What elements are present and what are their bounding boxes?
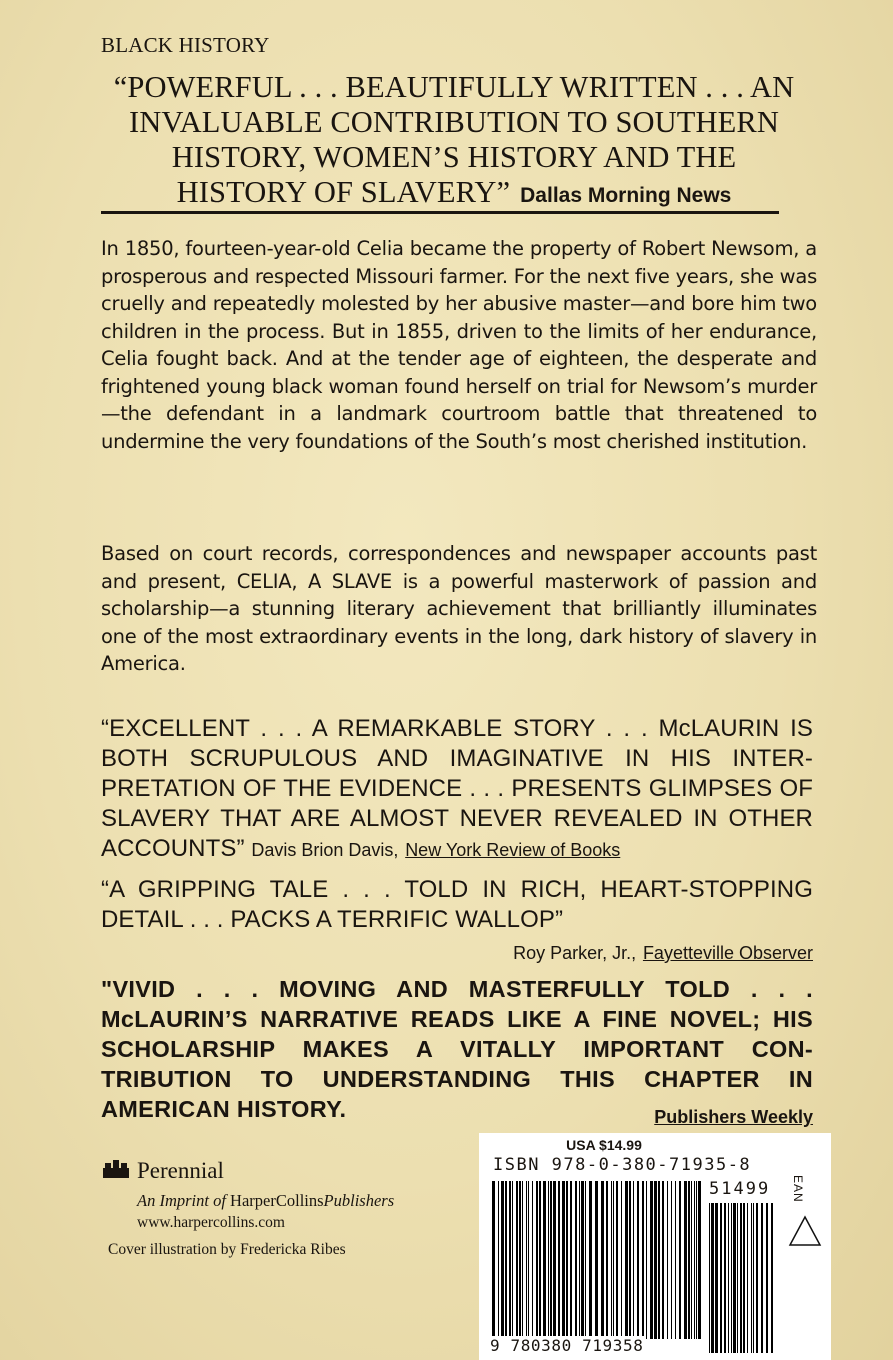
harpercollins-logo-icon	[103, 1160, 129, 1178]
barcode-bar	[575, 1181, 577, 1339]
barcode-bar	[667, 1181, 668, 1339]
barcode-bar	[658, 1181, 660, 1339]
lead-quote-line: “POWERFUL . . . BEAUTIFULLY WRITTEN . . . AN	[113, 70, 795, 104]
barcode-bar	[679, 1181, 681, 1339]
barcode-bar	[756, 1203, 758, 1353]
barcode-bar	[771, 1203, 773, 1353]
barcode-bar	[633, 1181, 634, 1339]
review-quote-text: “EXCELLENT . . . A REMARKABLE STORY . . . McLAURIN IS BOTH SCRUPULOUS AND IMAGINATIVE IN HIS INTER-PRETATION OF THE EVIDENCE . . . PRESENTS GLIMPSES OF SLAVERY THAT ARE ALMOST NEVER REVEALED IN OTHER ACCOUNTS”	[101, 715, 813, 862]
publisher-website: www.harpercollins.com	[137, 1214, 285, 1231]
isbn-number: ISBN 978-0-380-71935-8	[493, 1155, 752, 1175]
barcode-bar	[662, 1181, 664, 1339]
barcode-bar	[731, 1203, 732, 1353]
barcode-bar	[532, 1181, 533, 1339]
price-code-digits: 51499	[709, 1179, 771, 1199]
barcode-bar	[696, 1181, 697, 1339]
barcode-bar	[570, 1181, 572, 1339]
imprint-prefix: An Imprint of	[137, 1191, 231, 1210]
review-quote-text: “A GRIPPING TALE . . . TOLD IN RICH, HEART-STOPPING DETAIL . . . PACKS A TERRIFIC WALLOP”	[101, 876, 813, 933]
description-paragraph-2: Based on court records, correspondences and newspaper accounts past and present, CELIA, A SLAVE is a powerful masterwork of passion and scholarship—a stunning literary achievement that brilliantly illuminates one of the most extraordinary events in the long, dark history of slavery in America.	[101, 542, 817, 675]
barcode-bar	[528, 1181, 529, 1339]
barcode-bar	[566, 1181, 568, 1339]
barcode-bar	[751, 1203, 752, 1353]
barcode-bar	[498, 1181, 499, 1339]
barcode-bar	[581, 1181, 584, 1339]
barcode-bar	[509, 1181, 511, 1339]
barcode-bar	[761, 1203, 763, 1353]
barcode-bar	[589, 1181, 592, 1339]
barcode-bar	[621, 1181, 622, 1339]
barcode-bar	[740, 1203, 742, 1353]
review-quote-nyrb	[101, 714, 813, 865]
barcode-panel	[479, 1133, 831, 1360]
barcode-bar	[553, 1181, 556, 1339]
divider-rule	[101, 211, 779, 214]
imprint-name: HarperCollins	[230, 1191, 324, 1210]
lead-quote-last-line	[104, 175, 804, 213]
description-paragraph-1: In 1850, fourteen-year-old Celia became the property of Robert Newsom, a prosperous and respected Missouri farmer. For the next five years, she was cruelly and repeatedly molested by her abusive master—and bore him two children in the process. But in 1855, driven to the limits of her endurance, Celia fought back. And at the tender age of eighteen, the desperate and frightened young black woman found herself on trial for Newsom’s murder—the defendant in a landmark courtroom battle that threatened to undermine the very foundations of the South’s most cherished institution.	[101, 237, 817, 453]
ean-label: EAN	[791, 1175, 805, 1203]
barcode-bar	[505, 1181, 507, 1339]
review-quote-fayetteville	[101, 875, 813, 968]
review-author: Davis Brion Davis,	[251, 840, 399, 860]
review-publication: Publishers Weekly	[654, 1107, 813, 1127]
barcode-bar	[737, 1203, 738, 1353]
cover-credit: Cover illustration by Fredericka Ribes	[108, 1241, 346, 1258]
review-publication: Fayetteville Observer	[642, 943, 813, 963]
review-quote-text: "VIVID . . . MOVING AND MASTERFULLY TOLD . . . McLAURIN’S NARRATIVE READS LIKE A FINE NOVEL; HIS SCHOLARSHIP MAKES A VITALLY IMPORTANT CON-TRIBUTION TO UNDERSTANDING THIS CHAPTER IN AMERICAN HISTORY.	[101, 976, 813, 1122]
barcode-bar	[613, 1181, 614, 1339]
publisher-name: Perennial	[137, 1158, 224, 1183]
barcode-bar	[492, 1181, 495, 1339]
barcode-bar	[629, 1181, 631, 1339]
barcode-bar	[698, 1181, 701, 1339]
lead-quote-source: Dallas Morning News	[520, 184, 732, 207]
review-quote-publishers-weekly	[101, 974, 813, 1132]
lead-quote-line: INVALUABLE CONTRIBUTION TO SOUTHERN	[129, 105, 779, 139]
barcode-bar	[526, 1181, 527, 1339]
price-label: USA $14.99	[566, 1137, 642, 1153]
barcode-bar	[766, 1203, 768, 1353]
review-author: Roy Parker, Jr.,	[513, 943, 637, 963]
barcode-bar	[543, 1181, 546, 1339]
barcode-bar	[709, 1203, 710, 1353]
barcode-bar	[646, 1181, 647, 1339]
barcode-bar	[585, 1181, 586, 1339]
barcode-bar	[501, 1181, 504, 1339]
barcode-bar	[558, 1181, 560, 1339]
barcode-digits: 9 780380 719358	[490, 1336, 644, 1355]
review-attribution	[101, 937, 813, 968]
imprint-suffix: Publishers	[323, 1191, 395, 1210]
barcode-bar	[691, 1181, 692, 1339]
lead-quote-line: HISTORY OF SLAVERY”	[176, 175, 511, 209]
barcode-bars	[492, 1181, 701, 1339]
barcode-bar	[694, 1181, 695, 1339]
barcode-bar	[536, 1181, 538, 1339]
barcode-bar	[539, 1181, 541, 1339]
lead-quote-line: HISTORY, WOMEN’S HISTORY AND THE	[171, 140, 737, 174]
barcode-bar	[611, 1181, 612, 1339]
barcode-bar	[743, 1203, 745, 1353]
barcode-bar	[562, 1181, 565, 1339]
barcode-bar	[671, 1181, 672, 1339]
barcode-bar	[548, 1181, 549, 1339]
imprint-line	[137, 1191, 394, 1211]
barcode-bar	[512, 1181, 513, 1339]
barcode-bar	[606, 1181, 608, 1339]
barcode-bar	[675, 1181, 676, 1339]
barcode-bar	[625, 1181, 628, 1339]
barcode-bar	[601, 1181, 604, 1339]
barcode-bar	[516, 1181, 518, 1339]
barcode-bar	[724, 1203, 726, 1353]
barcode-bar	[595, 1181, 598, 1339]
barcode-bar	[747, 1203, 748, 1353]
triangle-icon	[788, 1215, 822, 1247]
barcode-bar	[715, 1203, 718, 1353]
barcode-bar	[642, 1181, 644, 1339]
barcode-bar	[522, 1181, 523, 1339]
barcode-bar	[711, 1203, 714, 1353]
barcode-bar	[654, 1181, 657, 1339]
lead-quote	[104, 70, 804, 213]
barcode-bar	[637, 1181, 639, 1339]
barcode-bar	[733, 1203, 736, 1353]
barcode-bar	[650, 1181, 653, 1339]
barcode-bar	[688, 1181, 690, 1339]
review-publication: New York Review of Books	[405, 840, 621, 860]
barcode-bar	[684, 1181, 687, 1339]
barcode-bar	[753, 1203, 754, 1353]
barcode-bar	[579, 1181, 580, 1339]
addon-barcode-bars	[709, 1203, 773, 1353]
barcode-bar	[728, 1203, 729, 1353]
barcode-bar	[616, 1181, 618, 1339]
category-label: BLACK HISTORY	[101, 33, 270, 57]
barcode-bar	[519, 1181, 521, 1339]
barcode-bar	[550, 1181, 552, 1339]
barcode-bar	[720, 1203, 722, 1353]
